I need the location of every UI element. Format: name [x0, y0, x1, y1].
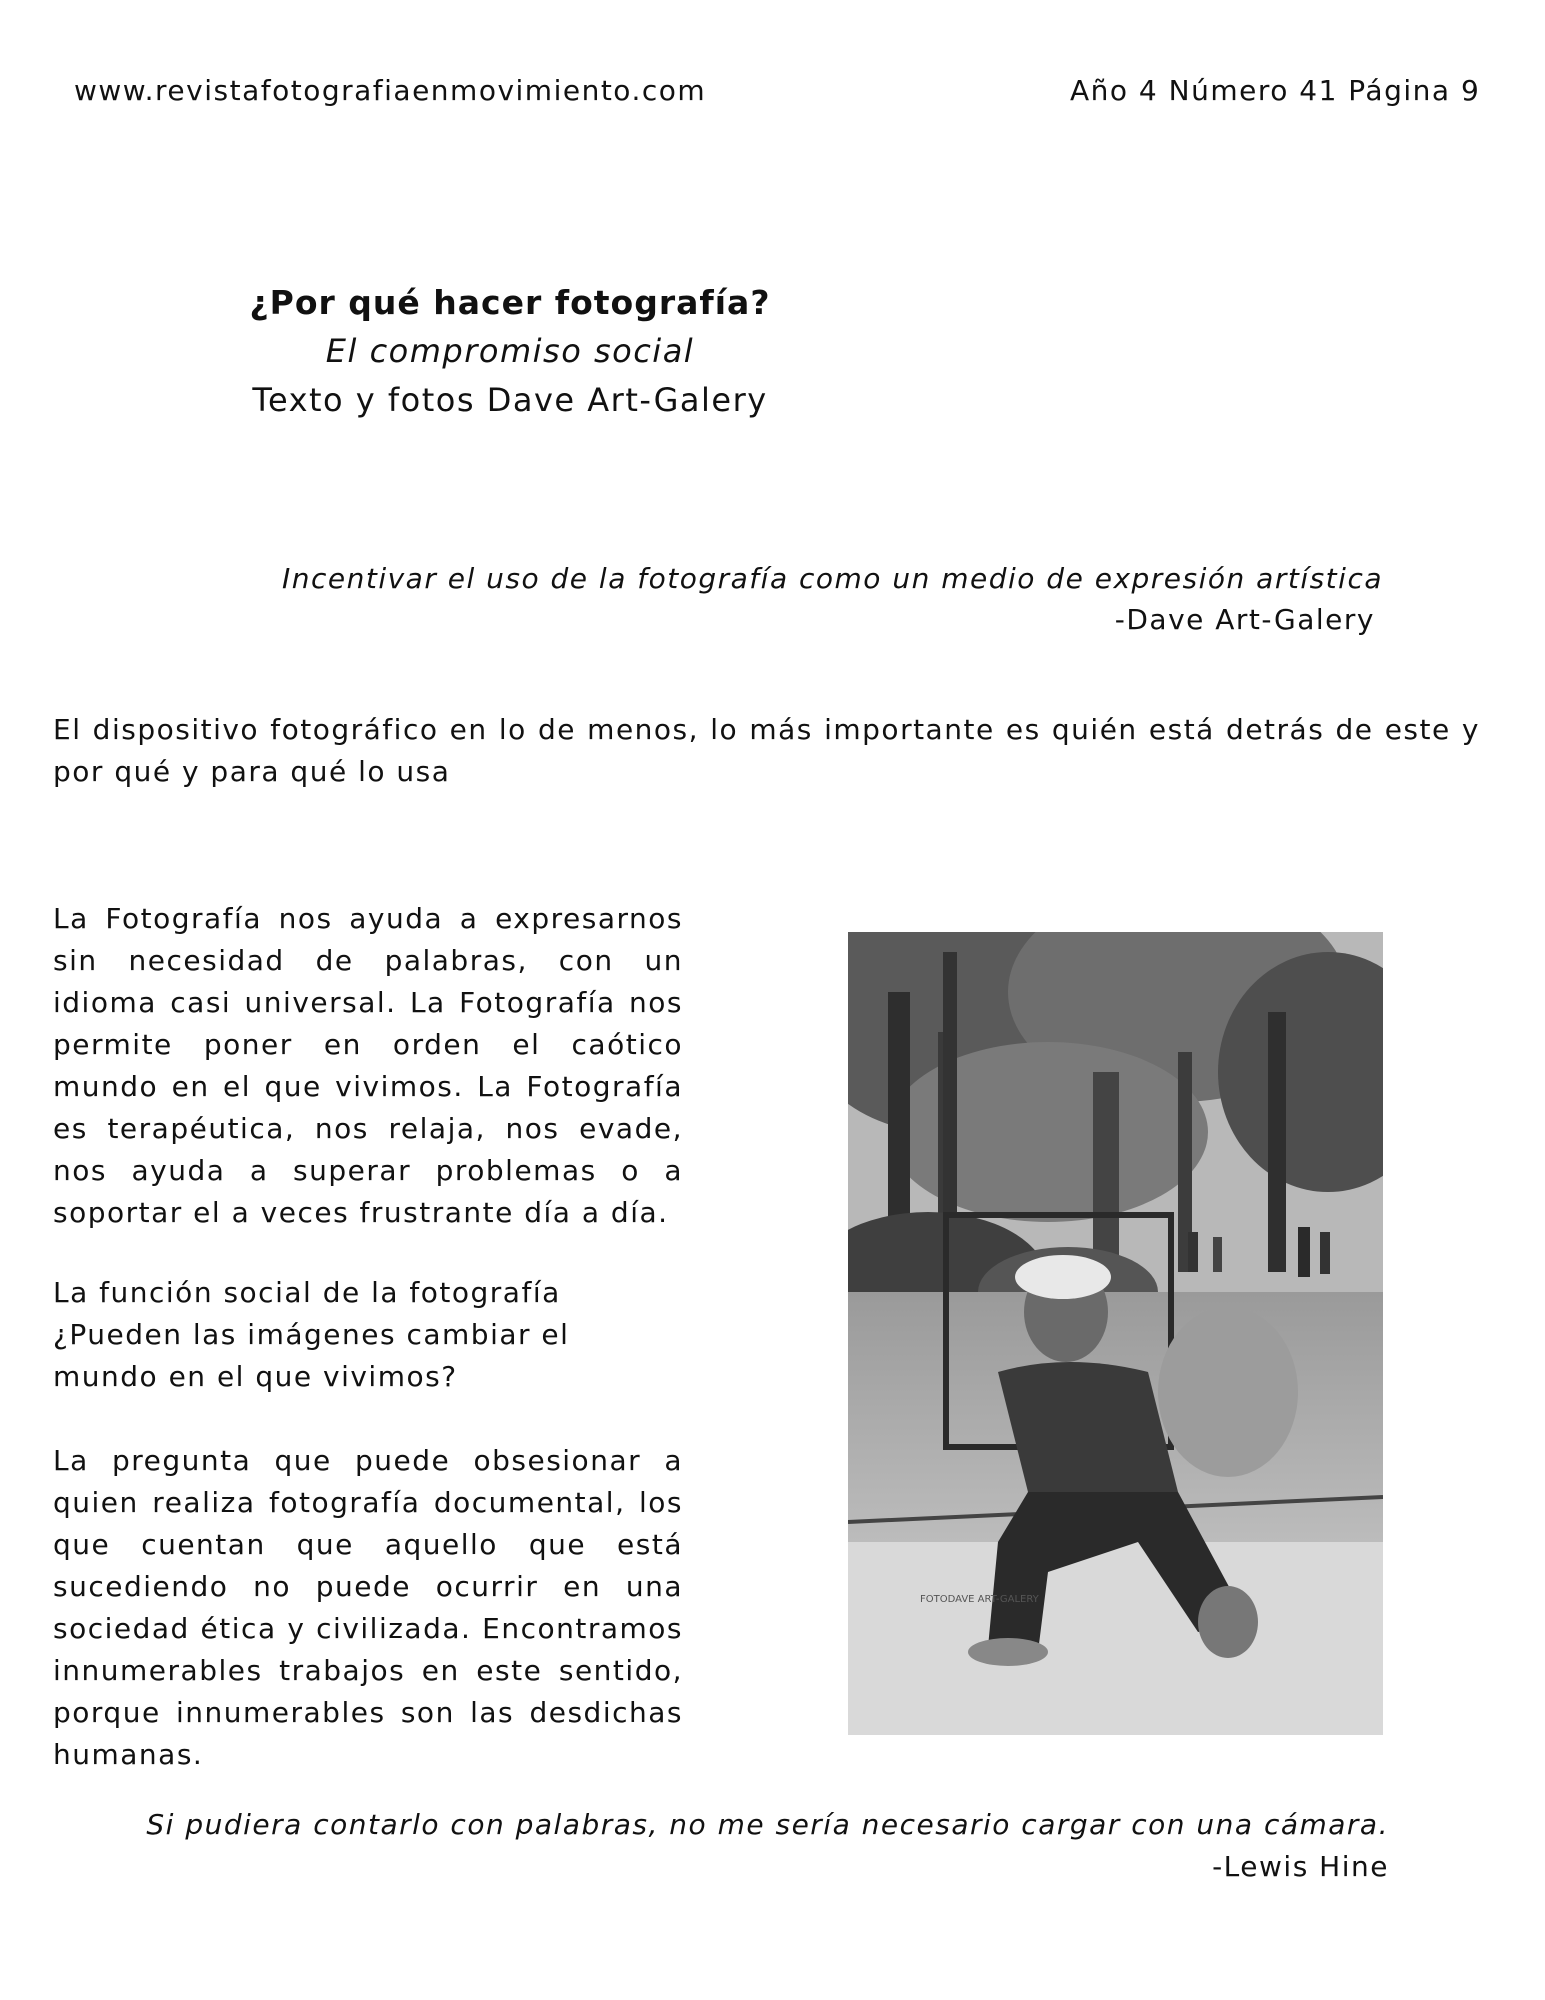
- photo-illustration: [848, 932, 1383, 1735]
- intro-paragraph: El dispositivo fotográfico en lo de menos, lo más importante es quién está detrás de este y por qué y para qué lo usa: [53, 713, 1480, 788]
- article-subtitle: El compromiso social: [325, 332, 695, 370]
- epigraph-text: Incentivar el uso de la fotografía como un medio de expresión artística: [281, 562, 1383, 595]
- article-title: ¿Por qué hacer fotografía?: [249, 283, 771, 322]
- epigraph-author: -Dave Art-Galery: [1114, 603, 1375, 636]
- section-heading: La función social de la fotografía: [53, 1276, 561, 1309]
- article-byline: Texto y fotos Dave Art-Galery: [252, 381, 768, 419]
- body-paragraph-1: La Fotografía nos ayuda a expresarnos sin necesidad de palabras, con un idioma casi universal. La Fotografía nos permite poner en orden el caótico mundo en el que vivimos. La Fotografía es terapéutica, nos relaja, nos evade, nos ayuda a superar problemas o a soportar el a veces frustrante día a día.: [53, 902, 683, 1229]
- section-question: ¿Pueden las imágenes cambiar el mundo en el que vivimos?: [53, 1318, 570, 1393]
- body-paragraph-3: La pregunta que puede obsesionar a quien realiza fotografía documental, los que cuentan que aquello que está sucediendo no puede ocurrir en una sociedad ética y civilizada. Encontramos innumerables trabajos en este sentido, porque innumerables son las desdichas humanas.: [53, 1444, 683, 1771]
- closing-quote: Si pudiera contarlo con palabras, no me sería necesario cargar con una cámara.: [146, 1808, 1389, 1841]
- site-url: www.revistafotografiaenmovimiento.com: [74, 74, 707, 107]
- article-photo: [848, 932, 1383, 1735]
- closing-quote-author: -Lewis Hine: [1212, 1850, 1389, 1883]
- issue-info: Año 4 Número 41 Página 9: [1070, 74, 1481, 107]
- photo-watermark: FOTODAVE ART-GALERY: [920, 1594, 1039, 1605]
